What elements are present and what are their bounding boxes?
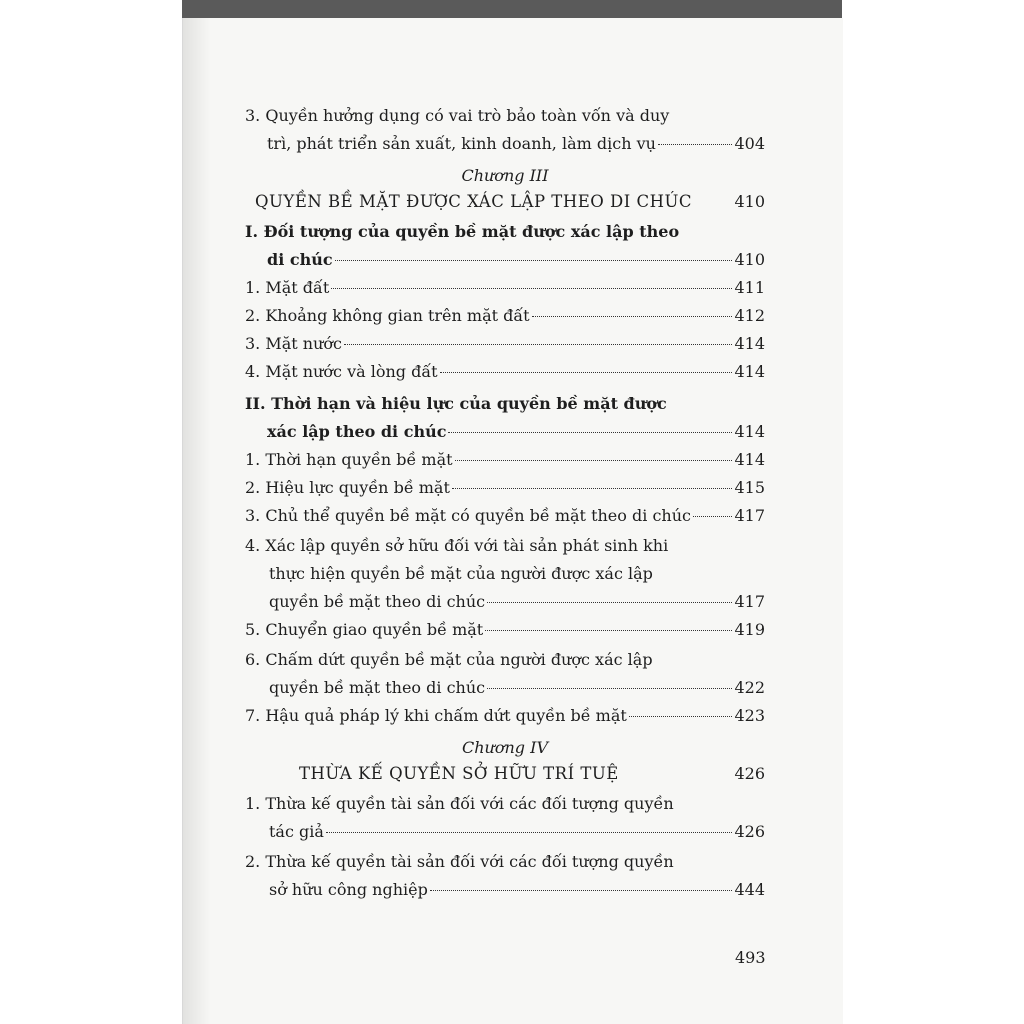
section-1-line1 [245,222,765,242]
dot-leader [344,344,732,345]
dot-leader [658,144,733,145]
section-2-line2 [267,422,765,442]
toc-page-number: 419 [734,620,765,639]
toc-entry-text: 4. Mặt nước và lòng đất [245,362,438,381]
dot-leader [455,460,733,461]
toc-entry [245,362,765,382]
toc-entry-k1-line1 [245,794,765,814]
toc-page-number: 423 [734,706,765,725]
dot-leader [487,602,732,603]
toc-entry-text: 3. Mặt nước [245,334,342,353]
dot-leader [693,516,732,517]
toc-entry [245,334,765,354]
chapter-label: Chương III [461,166,549,185]
toc-entry-text: quyền bề mặt theo di chúc [269,678,486,697]
dot-leader [452,488,733,489]
dot-leader [629,716,733,717]
toc-entry-text: 3. Quyền hưởng dụng có vai trò bảo toàn vốn và duy [245,106,670,125]
toc-page-number: 412 [734,306,765,325]
toc-entry-text: 4. Xác lập quyền sở hữu đối với tài sản phát sinh khi [245,536,669,555]
page-gutter-shadow [183,18,211,1024]
toc-entry-text: 1. Mặt đất [245,278,330,297]
toc-entry-text: 7. Hậu quả pháp lý khi chấm dứt quyền bề mặt [245,706,627,725]
toc-entry-text: tác giả [269,822,324,841]
toc-entry [245,620,765,640]
dot-leader [448,432,732,433]
toc-entry-text: thực hiện quyền bề mặt của người được xác lập [269,564,653,583]
toc-page-number: 426 [734,822,765,841]
scan-edge [182,0,842,18]
toc-entry [245,506,765,526]
section-heading: II. Thời hạn và hiệu lực của quyền bề mặt được [245,394,667,413]
toc-entry-k1-line2 [269,822,765,842]
dot-leader [485,630,732,631]
dot-leader [487,688,732,689]
chapter-label: Chương IV [462,738,548,757]
toc-page-number: 411 [734,278,765,297]
toc-page-number: 414 [734,362,765,381]
toc-entry-3-line2 [267,134,765,154]
toc-entry-text: 3. Chủ thể quyền bề mặt có quyền bề mặt theo di chúc [245,506,691,525]
toc-page-number: 444 [734,880,765,899]
toc-entry [245,450,765,470]
chapter-3-title-line [255,192,765,212]
chapter-3-label [245,166,765,186]
toc-entry-text: 6. Chấm dứt quyền bề mặt của người được xác lập [245,650,653,669]
dot-leader [430,890,733,891]
toc-entry [245,478,765,498]
toc-entry-6-line2 [269,678,765,698]
toc-entry-4-line2 [269,564,765,584]
toc-page-number: 422 [734,678,765,697]
toc-page-number: 404 [734,134,765,153]
chapter-4-title-line [299,764,765,784]
section-1-line2 [267,250,765,270]
book-page [182,18,843,1024]
page-number: 493 [735,948,766,967]
dot-leader [331,288,732,289]
toc-entry-k2-line2 [269,880,765,900]
toc-page-number: 414 [734,334,765,353]
toc-entry-text: 2. Khoảng không gian trên mặt đất [245,306,530,325]
toc-page-number: 414 [734,450,765,469]
toc-page-number: 417 [734,506,765,525]
dot-leader [335,260,733,261]
toc-entry [245,706,765,726]
toc-entry-text: 1. Thời hạn quyền bề mặt [245,450,453,469]
toc-entry-text: 2. Hiệu lực quyền bề mặt [245,478,450,497]
section-heading: xác lập theo di chúc [267,422,447,441]
dot-leader [440,372,733,373]
toc-page-number: 417 [734,592,765,611]
toc-page-number: 410 [734,192,765,211]
toc-entry-text: 2. Thừa kế quyền tài sản đối với các đối tượng quyền [245,852,674,871]
dot-leader [532,316,733,317]
section-heading: I. Đối tượng của quyền bề mặt được xác lập theo [245,222,680,241]
toc-entry-text: sở hữu công nghiệp [269,880,428,899]
toc-entry-3-line1 [245,106,765,126]
toc-entry-text: trì, phát triển sản xuất, kinh doanh, làm dịch vụ [267,134,656,153]
toc-entry-4-line1 [245,536,765,556]
chapter-title: QUYỀN BỀ MẶT ĐƯỢC XÁC LẬP THEO DI CHÚC [255,192,693,211]
toc-entry-k2-line1 [245,852,765,872]
chapter-title: THỪA KẾ QUYỀN SỞ HỮU TRÍ TUỆ [299,764,619,783]
toc-entry [245,278,765,298]
chapter-4-label [245,738,765,758]
toc-entry [245,306,765,326]
toc-entry-text: 5. Chuyển giao quyền bề mặt [245,620,484,639]
toc-entry-4-line3 [269,592,765,612]
dot-leader [326,832,733,833]
toc-entry-6-line1 [245,650,765,670]
toc-page-number: 426 [734,764,765,783]
toc-entry-text: quyền bề mặt theo di chúc [269,592,486,611]
section-heading: di chúc [267,250,333,269]
toc-page-number: 414 [734,422,765,441]
section-2-line1 [245,394,765,414]
toc-entry-text: 1. Thừa kế quyền tài sản đối với các đối tượng quyền [245,794,674,813]
toc-page-number: 410 [734,250,765,269]
toc-page-number: 415 [734,478,765,497]
